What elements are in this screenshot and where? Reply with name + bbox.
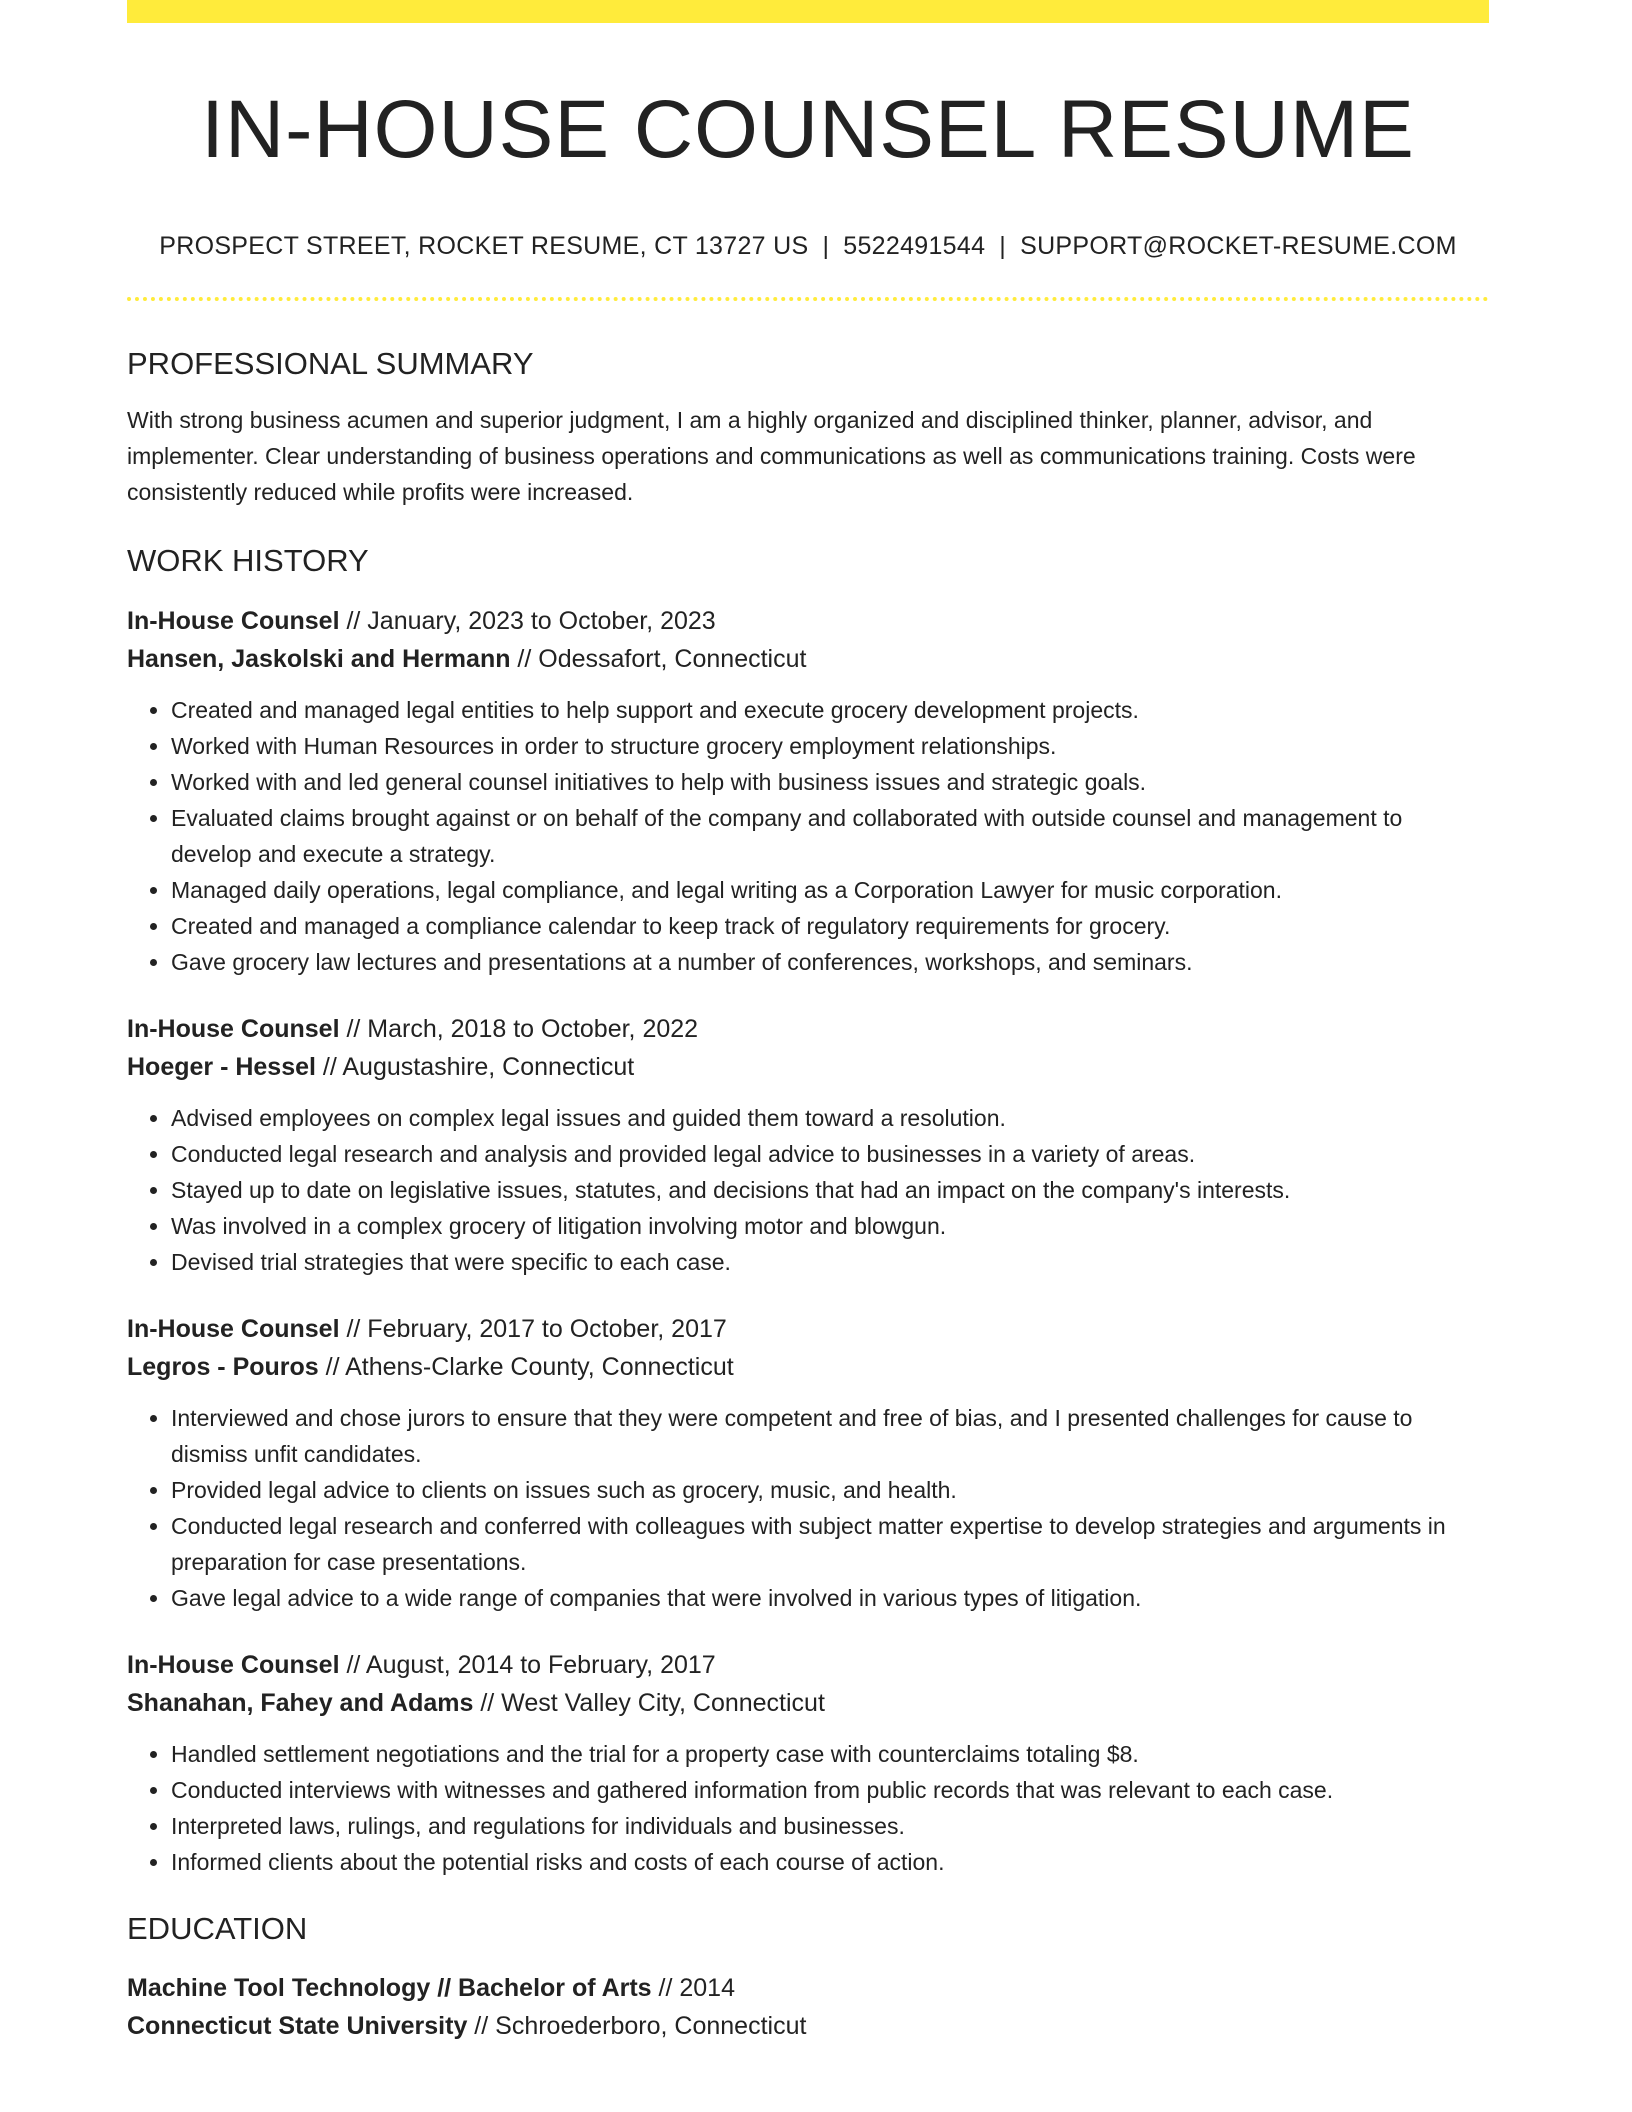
- job-bullet: • Was involved in a complex grocery of litigation involving motor and blowgun.: [171, 1208, 1489, 1244]
- education-degree-line: [127, 1969, 1489, 2007]
- job-title-line: [127, 602, 1489, 640]
- job-bullet: • Evaluated claims brought against or on behalf of the company and collaborated with outside counsel and management to develop and execute a strategy.: [171, 800, 1489, 872]
- job-dates: // March, 2018 to October, 2022: [339, 1014, 699, 1043]
- job-entry: [127, 1646, 1489, 1880]
- job-company-line: [127, 1348, 1489, 1386]
- education-entry: [127, 1969, 1489, 2045]
- job-location: // Augustashire, Connecticut: [315, 1052, 635, 1081]
- job-title-line: [127, 1010, 1489, 1048]
- contact-phone: 5522491544: [843, 232, 986, 261]
- resume-page: [127, 0, 1489, 2045]
- job-bullet: • Interviewed and chose jurors to ensure that they were competent and free of bias, and I presented challenges for cause to dismiss unfit candidates.: [171, 1400, 1489, 1472]
- job-dates: // January, 2023 to October, 2023: [339, 606, 716, 635]
- contact-line: [127, 231, 1489, 261]
- resume-title: IN-HOUSE COUNSEL RESUME: [201, 84, 1415, 175]
- job-company-line: [127, 640, 1489, 678]
- dotted-divider: [127, 297, 1489, 301]
- education-school: Connecticut State University: [127, 2011, 468, 2040]
- job-bullet-list: [127, 1100, 1489, 1280]
- job-company: Legros - Pouros: [127, 1352, 319, 1381]
- education-heading: EDUCATION: [127, 1910, 308, 1946]
- job-bullet: • Interpreted laws, rulings, and regulations for individuals and businesses.: [171, 1808, 1489, 1844]
- job-bullet: • Devised trial strategies that were specific to each case.: [171, 1244, 1489, 1280]
- job-company: Hoeger - Hessel: [127, 1052, 316, 1081]
- job-title: In-House Counsel: [127, 1014, 340, 1043]
- job-entry: [127, 602, 1489, 980]
- job-bullet: • Conducted legal research and analysis and provided legal advice to businesses in a variety of areas.: [171, 1136, 1489, 1172]
- accent-top-bar: [127, 0, 1489, 23]
- job-title: In-House Counsel: [127, 606, 340, 635]
- job-title-line: [127, 1310, 1489, 1348]
- job-entry: [127, 1010, 1489, 1280]
- job-bullet: • Gave grocery law lectures and presentations at a number of conferences, workshops, and seminars.: [171, 944, 1489, 980]
- job-bullet: • Informed clients about the potential risks and costs of each course of action.: [171, 1844, 1489, 1880]
- job-company-line: [127, 1684, 1489, 1722]
- job-dates: // February, 2017 to October, 2017: [339, 1314, 727, 1343]
- job-dates: // August, 2014 to February, 2017: [339, 1650, 716, 1679]
- job-bullet: • Managed daily operations, legal compliance, and legal writing as a Corporation Lawyer for music corporation.: [171, 872, 1489, 908]
- job-location: // Athens-Clarke County, Connecticut: [318, 1352, 734, 1381]
- contact-address: PROSPECT STREET, ROCKET RESUME, CT 13727 US: [159, 232, 809, 261]
- job-entry: [127, 1310, 1489, 1616]
- job-bullet: • Created and managed a compliance calendar to keep track of regulatory requirements for grocery.: [171, 908, 1489, 944]
- contact-separator: |: [999, 232, 1007, 261]
- job-bullet: • Gave legal advice to a wide range of companies that were involved in various types of litigation.: [171, 1580, 1489, 1616]
- job-bullet: • Created and managed legal entities to help support and execute grocery development projects.: [171, 692, 1489, 728]
- job-bullet-list: [127, 1400, 1489, 1616]
- summary-heading: PROFESSIONAL SUMMARY: [127, 346, 534, 382]
- summary-text: With strong business acumen and superior judgment, I am a highly organized and disciplined thinker, planner, advisor, and implementer. Clear understanding of business operations and communications as well as communications training. Costs were consistently reduced while profits were increased.: [127, 407, 1416, 506]
- job-title-line: [127, 1646, 1489, 1684]
- job-company: Hansen, Jaskolski and Hermann: [127, 644, 511, 673]
- job-bullet: • Provided legal advice to clients on issues such as grocery, music, and health.: [171, 1472, 1489, 1508]
- education-location: // Schroederboro, Connecticut: [467, 2011, 807, 2040]
- job-bullet: • Worked with Human Resources in order to structure grocery employment relationships.: [171, 728, 1489, 764]
- job-bullet: • Conducted interviews with witnesses and gathered information from public records that was relevant to each case.: [171, 1772, 1489, 1808]
- education-degree: Machine Tool Technology // Bachelor of Arts: [127, 1973, 652, 2002]
- job-company: Shanahan, Fahey and Adams: [127, 1688, 474, 1717]
- job-title: In-House Counsel: [127, 1650, 340, 1679]
- job-location: // West Valley City, Connecticut: [473, 1688, 825, 1717]
- education-year: // 2014: [651, 1973, 735, 2002]
- contact-email: SUPPORT@ROCKET-RESUME.COM: [1020, 232, 1457, 261]
- job-bullet: • Handled settlement negotiations and the trial for a property case with counterclaims totaling $8.: [171, 1736, 1489, 1772]
- job-title: In-House Counsel: [127, 1314, 340, 1343]
- job-bullet-list: [127, 692, 1489, 980]
- job-bullet: • Advised employees on complex legal issues and guided them toward a resolution.: [171, 1100, 1489, 1136]
- job-location: // Odessafort, Connecticut: [510, 644, 807, 673]
- job-bullet-list: [127, 1736, 1489, 1880]
- job-bullet: • Conducted legal research and conferred with colleagues with subject matter expertise to develop strategies and arguments in preparation for case presentations.: [171, 1508, 1489, 1580]
- job-bullet: • Worked with and led general counsel initiatives to help with business issues and strategic goals.: [171, 764, 1489, 800]
- education-school-line: [127, 2007, 1489, 2045]
- work-history-heading: WORK HISTORY: [127, 543, 369, 579]
- job-company-line: [127, 1048, 1489, 1086]
- job-bullet: • Stayed up to date on legislative issues, statutes, and decisions that had an impact on the company's interests.: [171, 1172, 1489, 1208]
- contact-separator: |: [822, 232, 830, 261]
